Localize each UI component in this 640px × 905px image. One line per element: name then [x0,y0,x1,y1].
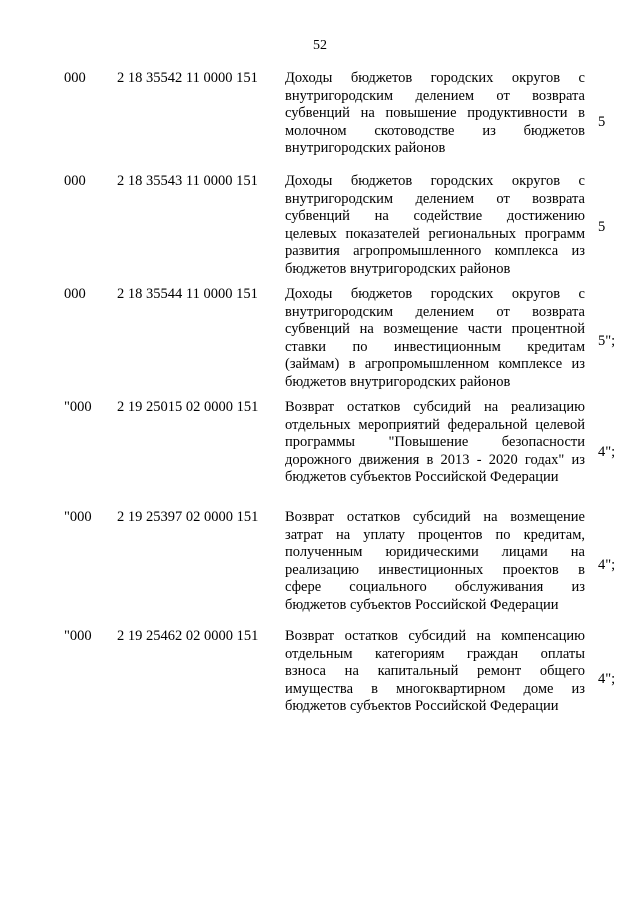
normative-value: 4"; [598,557,616,573]
description-line: (займам) в агропромышленном комплексе из [285,356,585,372]
budget-code: 2 19 25397 02 0000 151 [117,509,259,525]
description-line: внутригородских районов [285,140,446,156]
code-prefix: "000 [64,628,92,644]
code-prefix: 000 [64,286,86,302]
description-line: полученным юридическими лицами на [285,544,585,560]
budget-code: 2 19 25462 02 0000 151 [117,628,259,644]
description-line: молочном скотоводстве из бюджетов [285,122,585,139]
description-line: отдельным категориям граждан оплаты [285,645,585,662]
description-line: бюджетов субъектов Российской Федерации [285,596,559,613]
description-line: программы "Повышение безопасности [285,434,585,450]
description-line: Возврат остатков субсидий на реализацию [285,399,585,415]
description-line: развития агропромышленного комплекса из [285,243,585,259]
normative-value: 5 [598,114,606,130]
description-line: затрат на уплату процентов по кредитам, [285,526,585,543]
description-line: Доходы бюджетов городских округов с [285,286,585,302]
description-line: субвенций на возмещение части процентной [285,321,585,337]
code-prefix: 000 [64,70,86,86]
normative-value: 5 [598,219,606,235]
description-line: ставки по инвестиционным кредитам [285,338,585,355]
description-line: целевых показателей региональных программ [285,225,585,242]
normative-value: 4"; [598,671,616,687]
description-line: внутригородским делением от возврата [285,87,585,104]
budget-code: 2 18 35542 11 0000 151 [117,70,258,86]
description-line: реализацию инвестиционных проектов в [285,561,585,578]
description [285,628,585,716]
description-line: субвенций на содействие достижению [285,208,585,224]
budget-code: 2 18 35544 11 0000 151 [117,286,258,302]
budget-code: 2 18 35543 11 0000 151 [117,173,258,189]
description [285,173,585,278]
description-line: внутригородским делением от возврата [285,190,585,207]
page-number: 52 [313,38,327,53]
description-line: имущества в многоквартирном доме из [285,680,585,697]
description-line: субвенций на повышение продуктивности в [285,105,585,121]
description-line: Доходы бюджетов городских округов с [285,70,585,86]
description-line: бюджетов субъектов Российской Федерации [285,698,559,714]
normative-value: 5"; [598,333,616,349]
normative-value: 4"; [598,444,616,460]
description-line: бюджетов внутригородских районов [285,260,511,277]
description-line: взноса на капитальный ремонт общего [285,663,585,679]
description [285,399,585,487]
code-prefix: 000 [64,173,86,189]
description-line: Возврат остатков субсидий на компенсацию [285,628,585,644]
description-line: Возврат остатков субсидий на возмещение [285,509,585,525]
code-prefix: "000 [64,399,92,415]
description-line: внутригородским делением от возврата [285,303,585,320]
description-line: сфере социального обслуживания из [285,579,585,595]
description [285,286,585,391]
code-prefix: "000 [64,509,92,525]
description-line: дорожного движения в 2013 - 2020 годах" из [285,451,585,468]
description-line: бюджетов внутригородских районов [285,373,511,390]
description-line: отдельных мероприятий федеральной целевой [285,416,585,433]
description [285,70,585,158]
description-line: Доходы бюджетов городских округов с [285,173,585,189]
budget-code: 2 19 25015 02 0000 151 [117,399,259,415]
description-line: бюджетов субъектов Российской Федерации [285,469,559,485]
description [285,509,585,614]
